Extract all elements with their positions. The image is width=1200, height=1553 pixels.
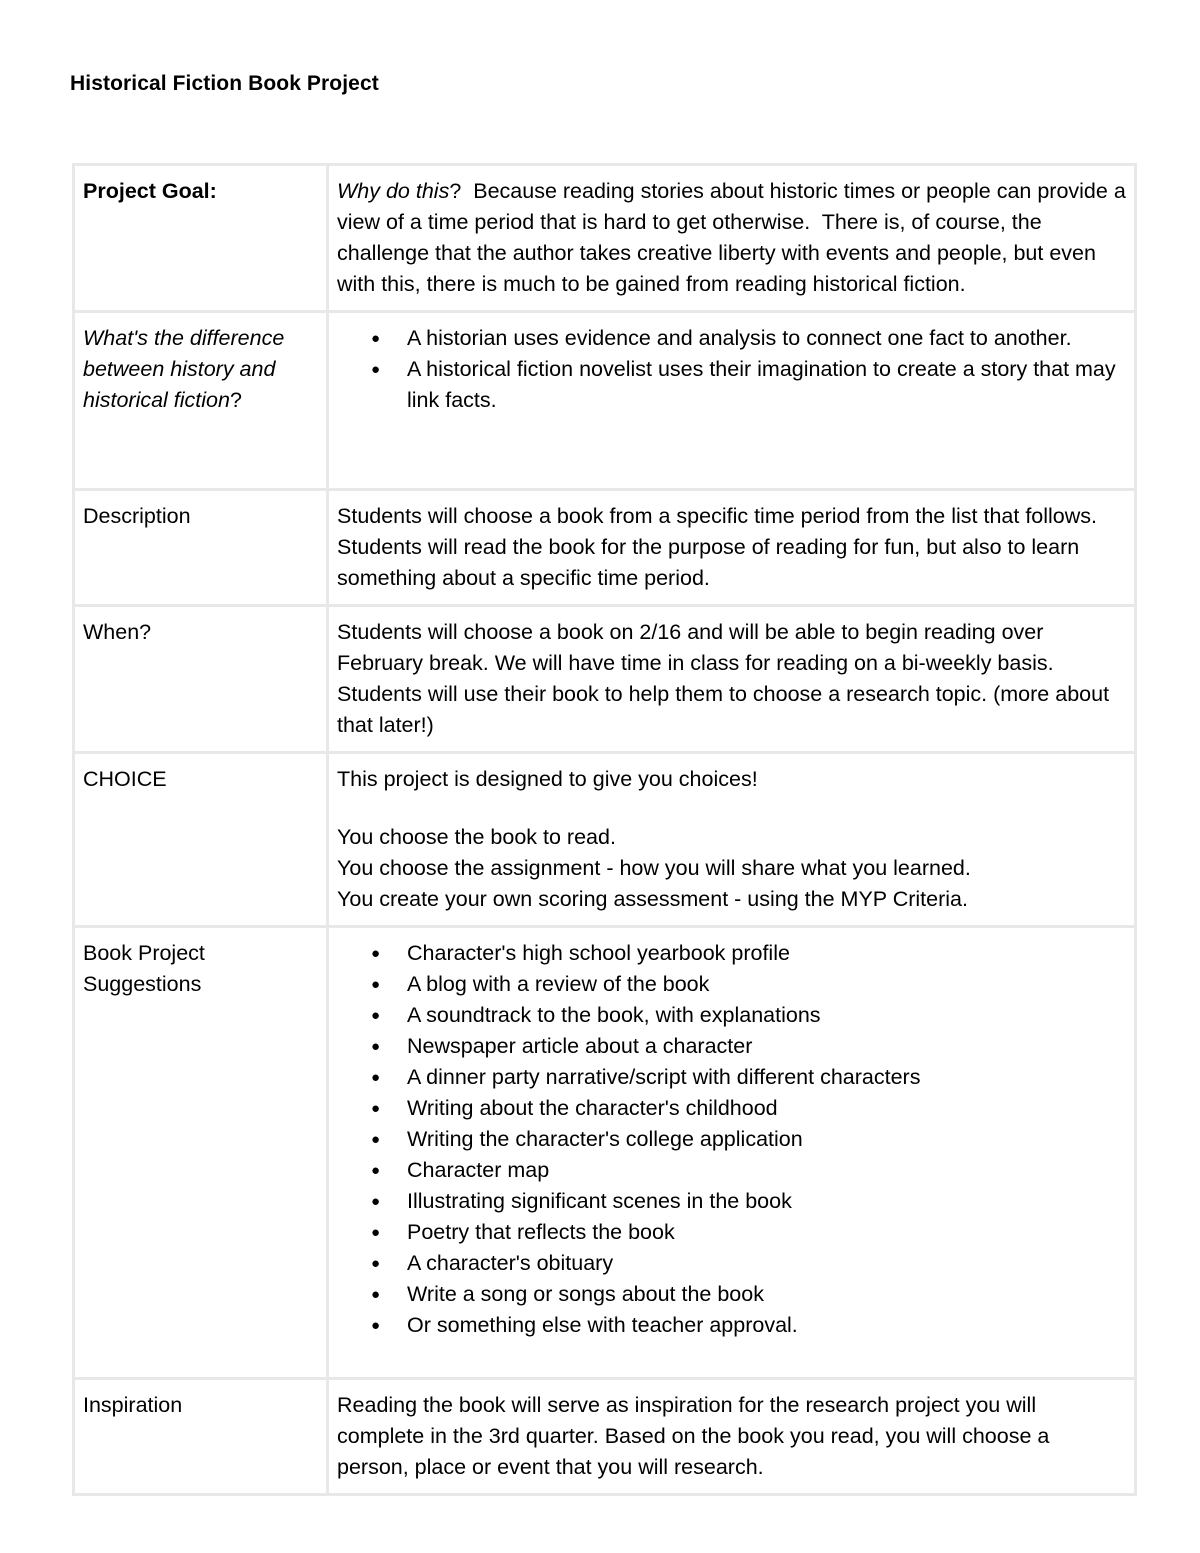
suggestions-content bbox=[328, 927, 1136, 1379]
inspiration-label: Inspiration bbox=[74, 1379, 328, 1495]
choice-intro: This project is designed to give you choices! bbox=[337, 767, 758, 791]
table-row-when bbox=[74, 606, 1136, 753]
list-item: ● Writing the character's college application bbox=[407, 1124, 1126, 1155]
list-item: ● Character's high school yearbook profile bbox=[407, 938, 1126, 969]
table-row-difference bbox=[74, 312, 1136, 490]
goal-content bbox=[328, 165, 1136, 312]
list-item: ● Write a song or songs about the book bbox=[407, 1279, 1126, 1310]
list-item: ● Illustrating significant scenes in the book bbox=[407, 1186, 1126, 1217]
goal-lead-mark: ? bbox=[449, 179, 462, 203]
list-item: ● Or something else with teacher approval. bbox=[407, 1310, 1126, 1341]
list-item: ● Poetry that reflects the book bbox=[407, 1217, 1126, 1248]
suggestions-label: Book Project Suggestions bbox=[74, 927, 328, 1379]
table-row-suggestions bbox=[74, 927, 1136, 1379]
goal-text: Because reading stories about historic times or people can provide a view of a time period that is hard to get otherwise. There is, of course, the challenge that the author takes creative liberty with events and people, but even with this, there is much to be gained from reading historical fiction. bbox=[337, 179, 1132, 296]
goal-label: Project Goal: bbox=[74, 165, 328, 312]
choice-label: CHOICE bbox=[74, 753, 328, 927]
list-item: ● A blog with a review of the book bbox=[407, 969, 1126, 1000]
description-label: Description bbox=[74, 490, 328, 606]
when-label: When? bbox=[74, 606, 328, 753]
list-item: ● Writing about the character's childhood bbox=[407, 1093, 1126, 1124]
table-row-description bbox=[74, 490, 1136, 606]
difference-list bbox=[337, 323, 1126, 416]
list-item: ● A soundtrack to the book, with explanations bbox=[407, 1000, 1126, 1031]
paragraph-gap bbox=[337, 795, 1126, 822]
choice-line: You choose the assignment - how you will share what you learned. bbox=[337, 856, 971, 880]
table-row-goal bbox=[74, 165, 1136, 312]
table-row-inspiration bbox=[74, 1379, 1136, 1495]
choice-content bbox=[328, 753, 1136, 927]
difference-label-text: What's the difference between history and historical fiction bbox=[83, 326, 285, 412]
difference-content bbox=[328, 312, 1136, 490]
list-item: ● A dinner party narrative/script with different characters bbox=[407, 1062, 1126, 1093]
document-title: Historical Fiction Book Project bbox=[70, 72, 379, 95]
difference-label bbox=[74, 312, 328, 490]
description-text: Students will choose a book from a specific time period from the list that follows. Students will read the book for the purpose of reading for fun, but also to learn something about a specific time period. bbox=[328, 490, 1136, 606]
difference-label-mark: ? bbox=[229, 388, 242, 412]
project-table bbox=[72, 163, 1137, 1496]
choice-line: You choose the book to read. bbox=[337, 825, 616, 849]
list-item: ● A historian uses evidence and analysis to connect one fact to another. bbox=[407, 323, 1126, 354]
list-item: ● Newspaper article about a character bbox=[407, 1031, 1126, 1062]
choice-line: You create your own scoring assessment - using the MYP Criteria. bbox=[337, 887, 968, 911]
goal-lead: Why do this bbox=[337, 179, 450, 203]
list-item: ● A historical fiction novelist uses their imagination to create a story that may link facts. bbox=[407, 354, 1126, 416]
table-row-choice bbox=[74, 753, 1136, 927]
list-item: ● A character's obituary bbox=[407, 1248, 1126, 1279]
inspiration-text: Reading the book will serve as inspiration for the research project you will complete in the 3rd quarter. Based on the book you read, you will choose a person, place or event that you will research. bbox=[328, 1379, 1136, 1495]
when-text: Students will choose a book on 2/16 and will be able to begin reading over February break. We will have time in class for reading on a bi-weekly basis. Students will use their book to help them to choose a research topic. (more about that later!) bbox=[328, 606, 1136, 753]
list-item: ● Character map bbox=[407, 1155, 1126, 1186]
suggestions-list bbox=[337, 938, 1126, 1341]
